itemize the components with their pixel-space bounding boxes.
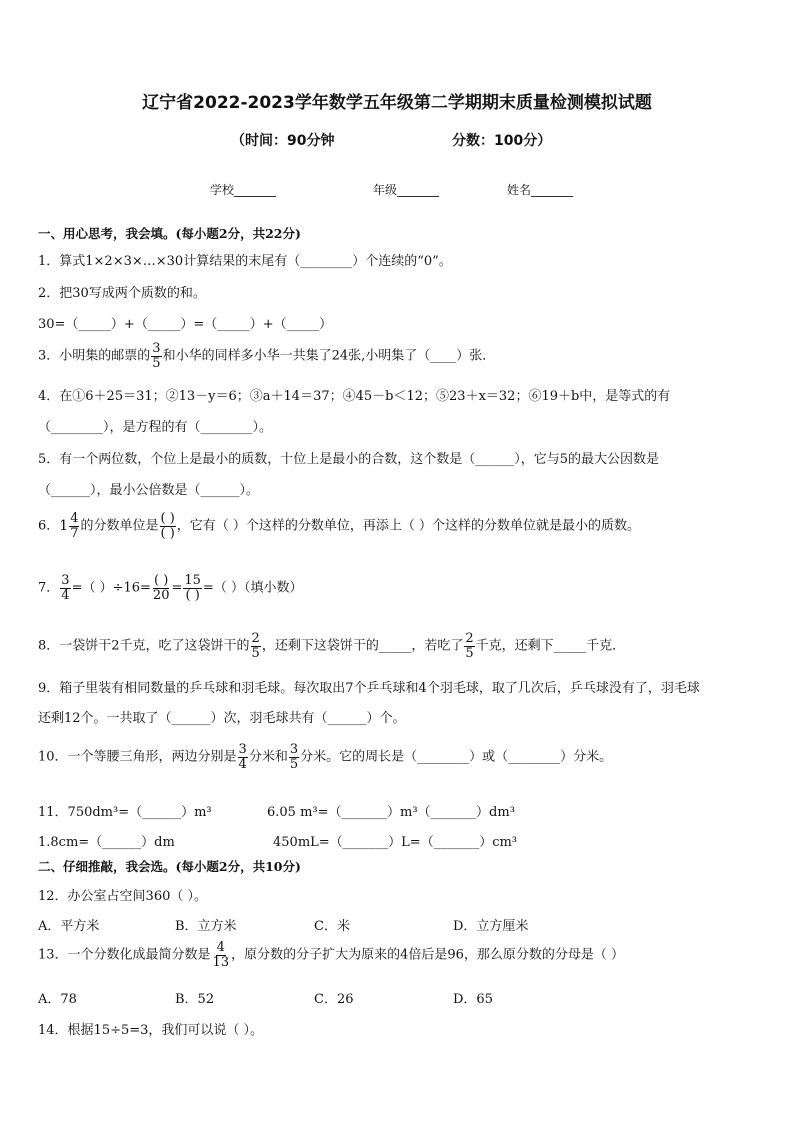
q13-choice-a[interactable]: A．78 <box>38 992 77 1007</box>
question-11-a-right: 6.05 m³=（_______）m³（_______）dm³ <box>267 805 515 820</box>
question-11-b-right: 450mL=（_______）L=（_______）cm³ <box>273 835 518 850</box>
q12-choice-a[interactable]: A．平方米 <box>38 919 100 934</box>
fraction-numerator: 4 <box>70 511 79 526</box>
fraction-numerator: 2 <box>251 631 260 646</box>
q3-text-pre: 3．小明集的邮票的 <box>38 348 151 364</box>
question-9-line-1: 9．箱子里装有相同数量的乒乓球和羽毛球。每次取出7个乒乓球和4个羽毛球，取了几次后，乒乓球没有了，羽毛球 <box>38 681 700 696</box>
q13-choice-d[interactable]: D．65 <box>453 992 493 1007</box>
q3-fraction <box>151 342 161 370</box>
fraction-denominator: ( ) <box>185 587 200 603</box>
page-title: 辽宁省2022-2023学年数学五年级第二学期期末质量检测模拟试题 <box>142 93 652 113</box>
fraction-numerator: 3 <box>61 573 70 588</box>
q6-text-post: ，它有（ ）个这样的分数单位，再添上（ ）个这样的分数单位就是最小的质数。 <box>176 518 641 534</box>
fraction-numerator: ( ) <box>154 573 169 588</box>
q8-text-mid: ，还剩下这袋饼干的_____，若吃了 <box>261 638 464 654</box>
fraction-denominator: 5 <box>152 355 161 371</box>
q6-blank-fraction <box>160 512 176 540</box>
fraction-numerator: 15 <box>184 573 201 588</box>
question-5-line-1: 5．有一个两位数，个位上是最小的质数，十位上是最小的合数，这个数是（______），它与5的最大公因数是 <box>38 452 660 467</box>
q8-text-post: 千克，还剩下_____千克． <box>475 638 626 654</box>
q13-choice-b[interactable]: B．52 <box>175 992 215 1007</box>
q7-equals: = <box>171 580 183 596</box>
q6-fraction <box>69 512 79 540</box>
question-10 <box>38 743 612 771</box>
q7-text-post: =（ ）（填小数） <box>202 580 303 596</box>
question-2-line-2: 30=（_____）+（_____）=（_____）+（_____） <box>38 317 333 332</box>
q10-text-post: 分米。它的周长是（________）或（________）分米。 <box>300 749 613 765</box>
q7-blank-fraction-1 <box>152 574 171 602</box>
question-3 <box>38 342 495 370</box>
q10-fraction-2 <box>289 743 299 771</box>
fraction-denominator: 20 <box>152 587 170 603</box>
q6-number: 6． <box>38 518 60 534</box>
name-field[interactable]: 姓名_______ <box>507 183 574 197</box>
fraction-denominator: 7 <box>70 525 79 541</box>
question-1: 1．算式1×2×3×…×30计算结果的末尾有（________）个连续的“0”。 <box>38 254 452 269</box>
question-2-line-1: 2．把30写成两个质数的和。 <box>38 286 206 301</box>
q13-fraction <box>212 941 231 969</box>
q12-choice-c[interactable]: C．米 <box>314 919 350 934</box>
q12-choice-b[interactable]: B．立方米 <box>175 919 237 934</box>
fraction-denominator: 13 <box>212 954 230 970</box>
question-4-line-2: （________），是方程的有（________）。 <box>38 420 273 435</box>
q13-text-pre: 13．一个分数化成最简分数是 <box>38 947 211 963</box>
time-label: （时间：90分钟 <box>231 133 335 149</box>
fraction-denominator: 4 <box>61 587 70 603</box>
q7-equation-1: =（ ）÷16= <box>71 580 151 596</box>
question-11-b-left: 1.8cm=（______）dm <box>38 835 175 850</box>
q7-number: 7． <box>38 580 60 596</box>
question-9-line-2: 还剩12个。一共取了（______）次，羽毛球共有（______）个。 <box>38 711 406 726</box>
q12-choice-d[interactable]: D．立方厘米 <box>453 919 529 934</box>
q3-text-post: 和小华的同样多小华一共集了24张,小明集了（____）张． <box>162 348 496 364</box>
q7-blank-fraction-2 <box>183 574 202 602</box>
question-8 <box>38 632 625 660</box>
fraction-numerator: 3 <box>152 341 161 356</box>
question-13 <box>38 941 624 969</box>
fraction-denominator: 4 <box>238 756 247 772</box>
score-label: 分数：100分） <box>452 133 552 149</box>
fraction-numerator: 2 <box>465 631 474 646</box>
q8-fraction-2 <box>464 632 474 660</box>
q8-fraction-1 <box>251 632 261 660</box>
question-7 <box>38 574 302 602</box>
question-12: 12．办公室占空间360（ ）。 <box>38 889 207 904</box>
fraction-denominator: 5 <box>251 645 260 661</box>
fraction-numerator: 4 <box>216 940 225 955</box>
q10-text-mid: 分米和 <box>248 749 288 765</box>
fraction-denominator: ( ) <box>160 525 175 541</box>
q6-text-mid: 的分数单位是 <box>80 518 159 534</box>
school-field[interactable]: 学校_______ <box>210 183 277 197</box>
q13-text-post: ，原分数的分子扩大为原来的4倍后是96，那么原分数的分母是（ ） <box>231 947 625 963</box>
fraction-denominator: 5 <box>289 756 299 772</box>
q6-whole: 1 <box>59 518 69 535</box>
question-5-line-2: （______），最小公倍数是（______）。 <box>38 483 260 498</box>
question-4-line-1: 4．在①6＋25＝31；②13－y＝6；③a＋14＝37；④45－b＜12；⑤23＋x＝32；⑥19＋b中，是等式的有 <box>38 389 671 404</box>
q7-fraction <box>60 574 70 602</box>
question-11-a-left: 11．750dm³=（______）m³ <box>38 805 212 820</box>
section-1-heading: 一、用心思考，我会填。(每小题2分，共22分) <box>38 226 301 241</box>
q8-text-pre: 8．一袋饼干2千克，吃了这袋饼干的 <box>38 638 250 654</box>
q13-choice-c[interactable]: C．26 <box>314 992 354 1007</box>
fraction-numerator: 3 <box>238 742 247 757</box>
fraction-numerator: 3 <box>289 742 299 757</box>
q10-text-pre: 10．一个等腰三角形，两边分别是 <box>38 749 237 765</box>
fraction-numerator: ( ) <box>160 511 175 526</box>
question-14: 14．根据15÷5=3，我们可以说（ ）。 <box>38 1023 264 1038</box>
q10-fraction-1 <box>238 743 248 771</box>
fraction-denominator: 5 <box>465 645 474 661</box>
section-2-heading: 二、仔细推敲，我会选。(每小题2分，共10分) <box>38 859 301 874</box>
grade-field[interactable]: 年级_______ <box>373 183 440 197</box>
question-6 <box>38 512 640 540</box>
